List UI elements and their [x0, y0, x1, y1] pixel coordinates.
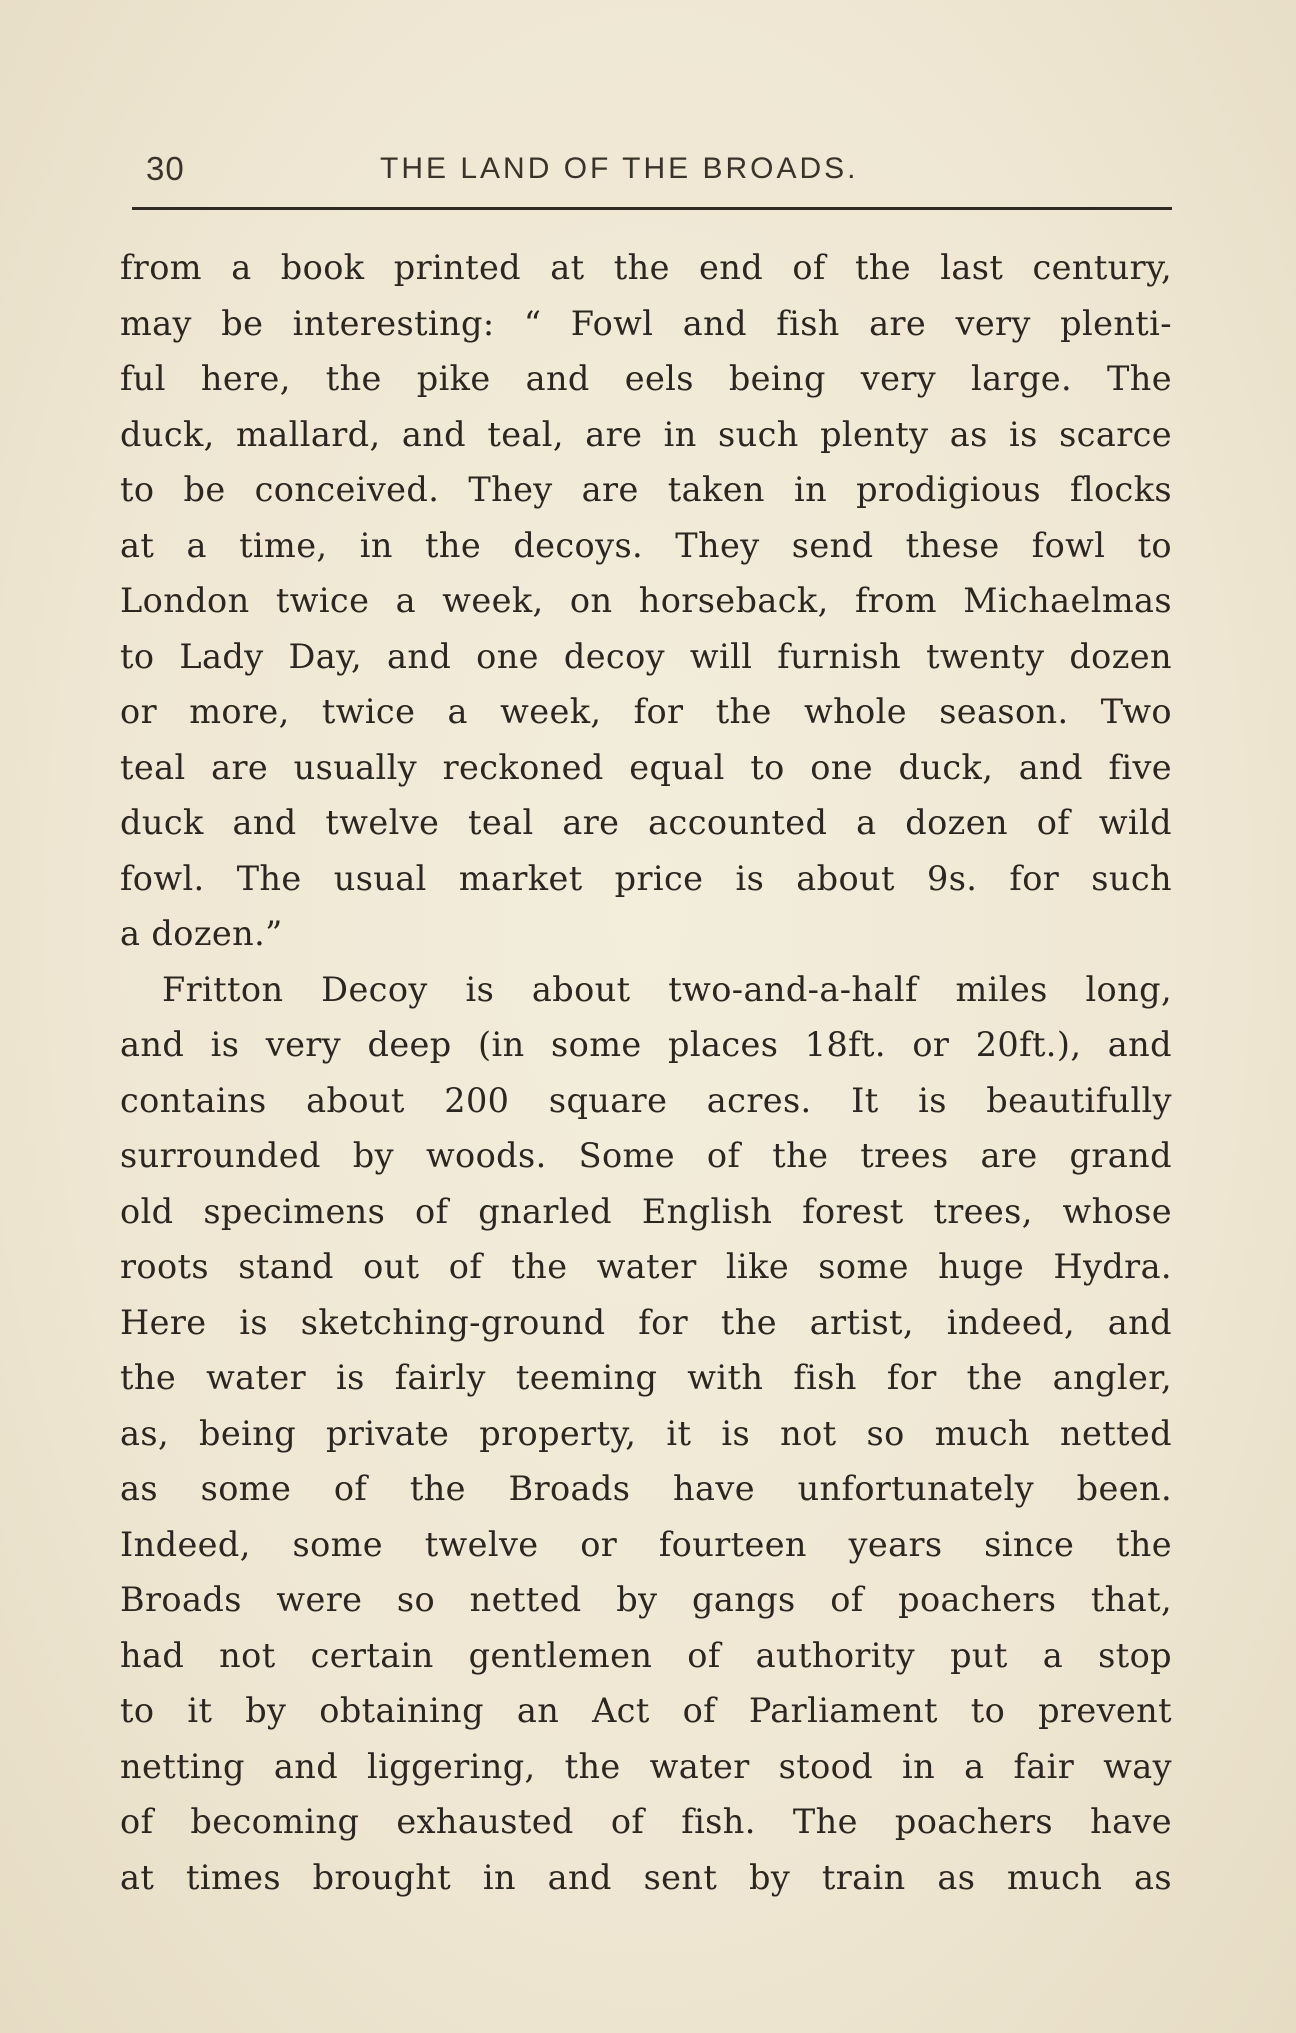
- text-line: as, being private property, it is not so much netted: [120, 1413, 1172, 1453]
- text-line: roots stand out of the water like some huge Hydra.: [120, 1247, 1172, 1286]
- running-title: THE LAND OF THE BROADS.: [380, 152, 859, 185]
- text-line: to it by obtaining an Act of Parliament to prevent: [120, 1691, 1172, 1730]
- paragraph-start-line: Fritton Decoy is about two-and-a-half miles long,: [162, 969, 1172, 1009]
- text-line: contains about 200 square acres. It is beautifully: [120, 1080, 1172, 1120]
- text-line: to be conceived. They are taken in prodigious flocks: [120, 470, 1172, 509]
- body-text: [120, 240, 1172, 1905]
- text-line: Broads were so netted by gangs of poachers that,: [120, 1580, 1172, 1619]
- text-line: to Lady Day, and one decoy will furnish twenty dozen: [120, 636, 1172, 676]
- text-line: teal are usually reckoned equal to one duck, and five: [120, 747, 1172, 787]
- text-line: fowl. The usual market price is about 9s. for such: [120, 858, 1172, 898]
- text-line: had not certain gentlemen of authority put a stop: [120, 1635, 1172, 1675]
- text-line: duck and twelve teal are accounted a dozen of wild: [120, 803, 1172, 842]
- text-line: or more, twice a week, for the whole season. Two: [120, 692, 1172, 731]
- header-rule: [132, 207, 1172, 210]
- text-line: old specimens of gnarled English forest trees, whose: [120, 1191, 1172, 1231]
- text-line: at a time, in the decoys. They send these fowl to: [120, 525, 1172, 565]
- page-number: 30: [146, 150, 185, 187]
- text-line: a dozen.”: [120, 914, 283, 953]
- text-line: Indeed, some twelve or fourteen years since the: [120, 1524, 1172, 1564]
- text-line: the water is fairly teeming with fish for the angler,: [120, 1358, 1172, 1397]
- text-line: and is very deep (in some places 18ft. or 20ft.), and: [120, 1025, 1172, 1064]
- text-line: at times brought in and sent by train as much as: [120, 1857, 1172, 1897]
- text-line: as some of the Broads have unfortunately been.: [120, 1469, 1172, 1508]
- text-line: duck, mallard, and teal, are in such plenty as is scarce: [120, 414, 1172, 454]
- text-line: London twice a week, on horseback, from Michaelmas: [120, 581, 1172, 620]
- text-line: from a book printed at the end of the last century,: [120, 248, 1172, 287]
- page-header: [120, 150, 1172, 190]
- text-line: Here is sketching-ground for the artist, indeed, and: [120, 1302, 1172, 1342]
- text-line: of becoming exhausted of fish. The poachers have: [120, 1802, 1172, 1841]
- text-line: ful here, the pike and eels being very large. The: [120, 359, 1172, 398]
- text-line: may be interesting: “ Fowl and fish are very plenti-: [120, 303, 1172, 343]
- text-line: netting and liggering, the water stood in a fair way: [120, 1746, 1172, 1786]
- text-line: surrounded by woods. Some of the trees are grand: [120, 1136, 1172, 1175]
